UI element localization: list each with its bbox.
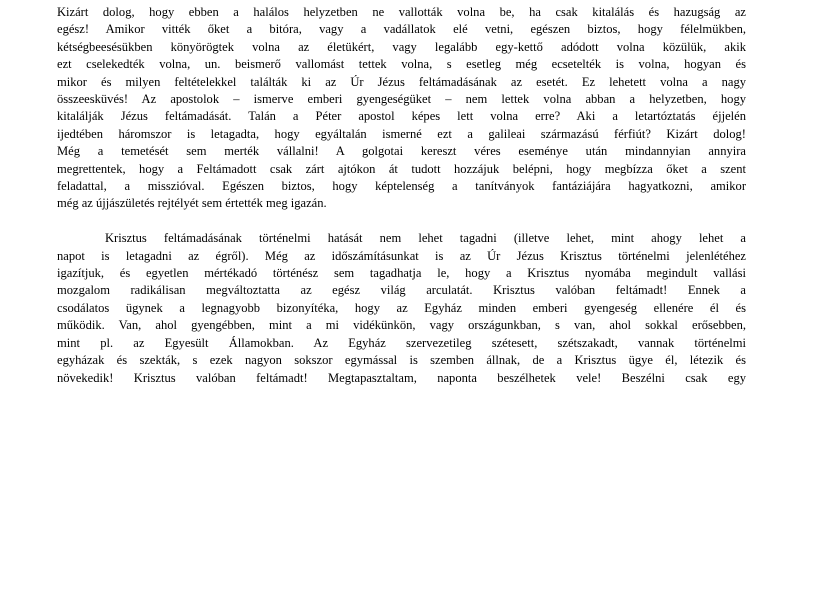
text-line: mint pl. az Egyesült Államokban. Az Egyház szervezetileg szétesett, szétszakadt, vannak történelmi (57, 335, 746, 350)
text-line: napot is letagadni az égről). Még az időszámításunkat is az Úr Jézus Krisztus történelmi jelenlétéhez (57, 248, 746, 263)
text-line: Még a temetését sem merték vállalni! A golgotai kereszt véres eseménye után mindannyian annyira (57, 144, 746, 159)
paragraph-2 (57, 230, 746, 387)
paragraph-1 (57, 4, 746, 213)
text-line: összeesküvés! Az apostolok – ismerve emberi gyengeségüket – nem lettek volna abban a helyzetben, hogy (57, 92, 746, 107)
text-line: egyházak és szekták, s ezek nagyon sokszor egymással is szemben állnak, de a Krisztus ügye él, létezik és (57, 353, 746, 368)
text-line: feladattal, a misszióval. Egészen biztos, hogy képtelenség a tanítványok fantáziájára hagyatkozni, amikor (57, 179, 746, 194)
text-line: kétségbeesésükben könyörögtek volna az életükért, vagy legalább egy-kettő adódott volna közülük, akik (57, 39, 746, 54)
text-line: mozgalom radikálisan megváltoztatta az egész világ arculatát. Krisztus valóban feltámadt! Ennek a (57, 283, 746, 298)
text-line: ijedtében háromszor is letagadta, hogy egyáltalán ismerné ezt a galileai származású férfiút? Kizárt dolog! (57, 126, 746, 141)
text-line: Kizárt dolog, hogy ebben a halálos helyzetben ne vallották volna be, ha csak kitalálás és hazugság az (57, 5, 746, 19)
text-line: igazítjuk, és egyetlen mértékadó történész sem tagadhatja le, hogy a Krisztus nyomába megindult vallási (57, 266, 746, 281)
text-line: egész! Amikor vitték őket a bitóra, vagy a vadállatok elé vetni, egészen biztos, hogy félelmükben, (57, 22, 746, 37)
text-line: ezt cselekedték volna, un. beismerő vallomást tettek volna, s esetleg még ecsetelték is volna, hogyan és (57, 57, 746, 72)
text-line: csodálatos ügynek a legnagyobb bizonyítéka, hogy az Egyház minden emberi gyengeség ellenére él és (57, 300, 746, 315)
text-line: Krisztus feltámadásának történelmi hatását nem lehet tagadni (illetve lehet, mint ahogy lehet a (105, 231, 746, 246)
text-line: kitalálják Jézus feltámadását. Talán a Péter apostol képes lett volna erre? Aki a letartóztatás éjjelén (57, 109, 746, 124)
text-line: működik. Van, ahol gyengébben, mint a mi vidékünkön, vagy országunkban, s van, ahol sokkal erősebben, (57, 318, 746, 333)
text-line: megrettentek, hogy a Feltámadott csak zárt ajtókon át tudott hozzájuk belépni, hogy megbízza őket a szent (57, 161, 746, 176)
text-line: növekedik! Krisztus valóban feltámadt! Megtapasztaltam, naponta beszélhetek vele! Beszélni csak egy (57, 370, 746, 385)
text-line: mikor és milyen feltételekkel találták ki az Úr Jézus feltámadásának az esetét. Ez lehetett volna a nagy (57, 74, 746, 89)
text-line: még az újjászületés rejtélyét sem értették meg igazán. (57, 196, 327, 211)
